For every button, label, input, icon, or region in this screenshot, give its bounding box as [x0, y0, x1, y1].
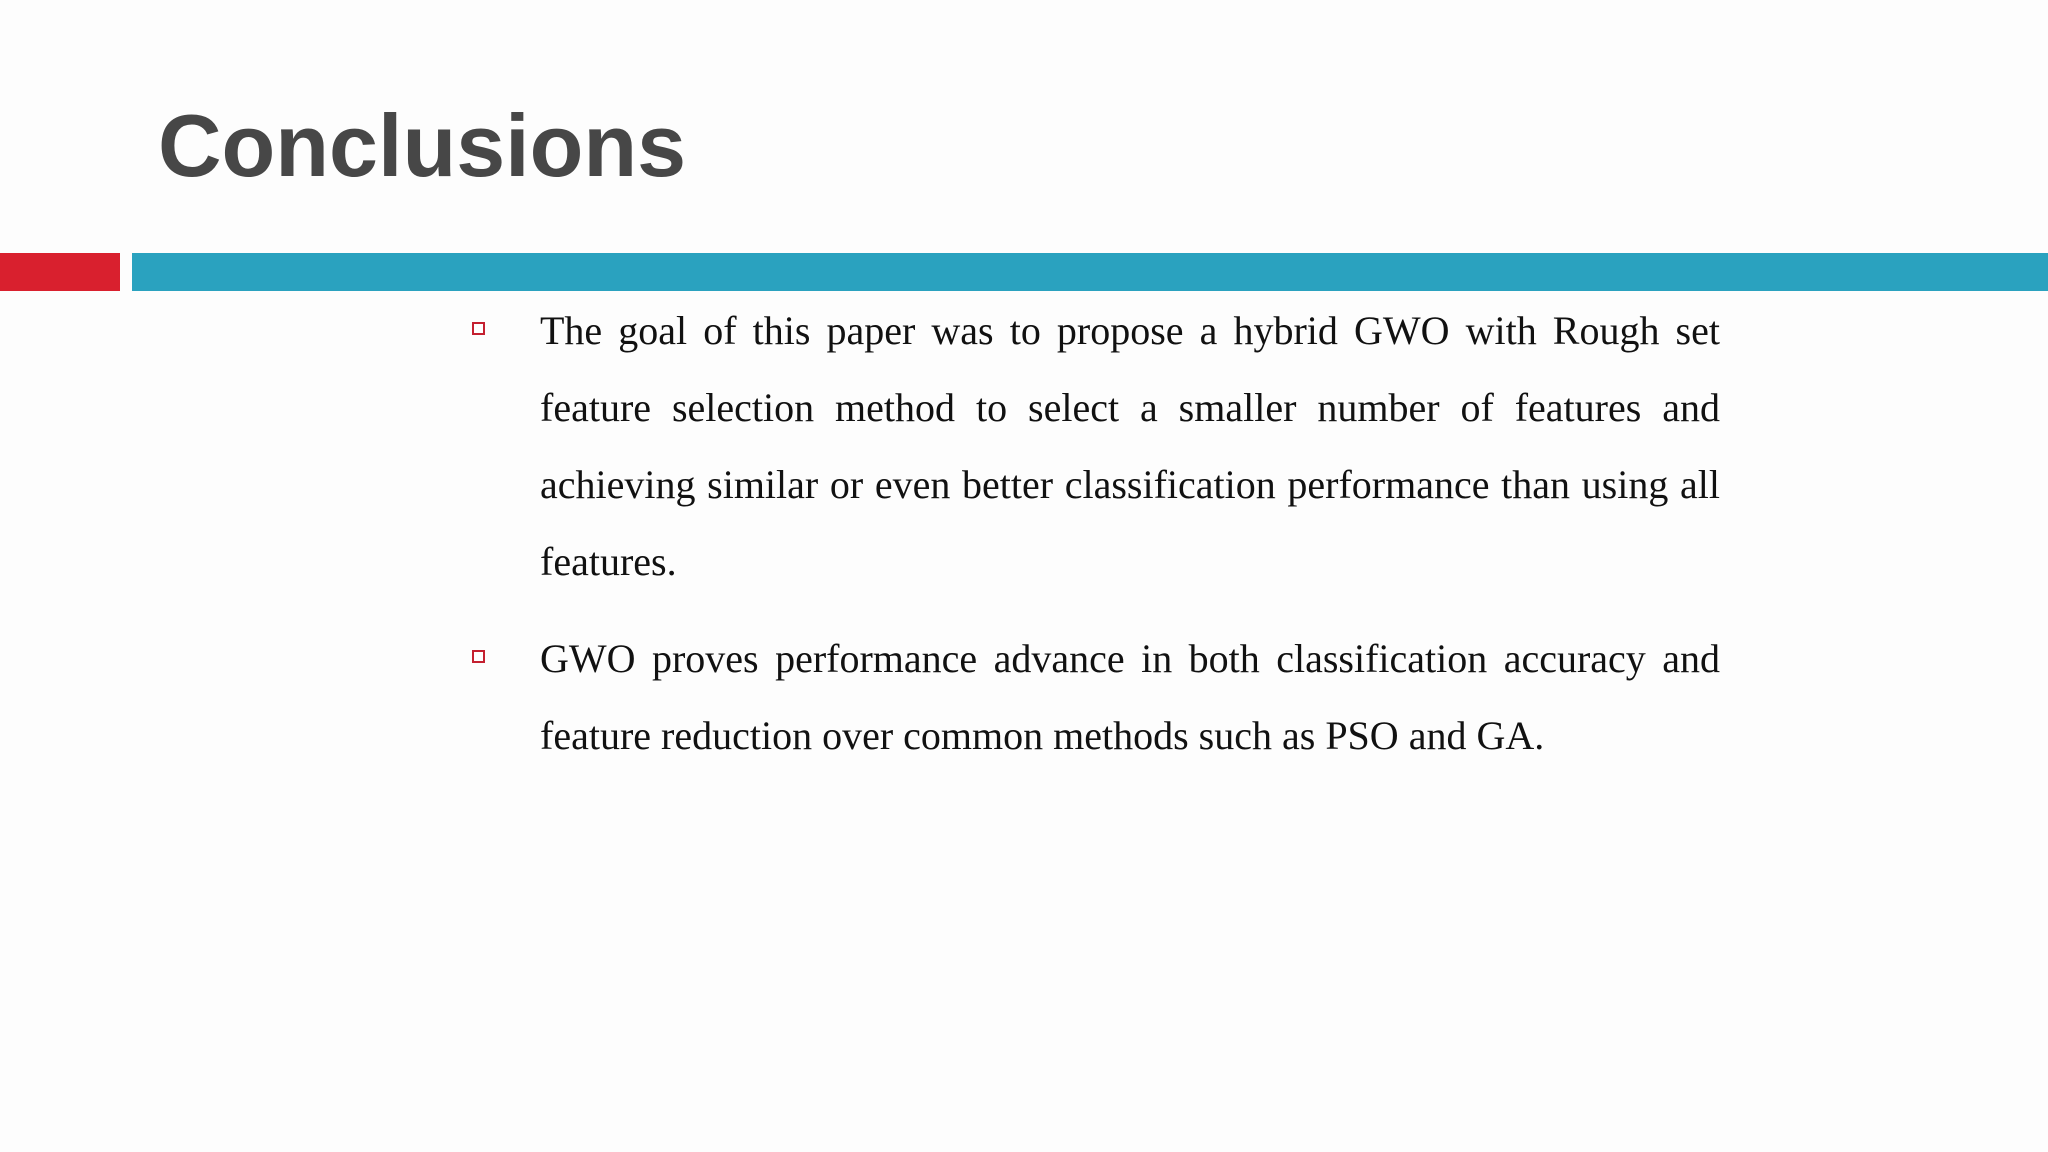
bullet-text: GWO proves performance advance in both classification accuracy and feature reduction over common methods such as PSO and GA.: [540, 636, 1720, 758]
square-bullet-icon: [472, 322, 485, 335]
bullet-text: The goal of this paper was to propose a hybrid GWO with Rough set feature selection method to select a smaller number of features and achieving similar or even better classification performance than using all features.: [540, 308, 1720, 584]
accent-bar-red: [0, 253, 120, 291]
bullet-item: [470, 620, 1720, 774]
bullet-item: [470, 292, 1720, 600]
bullet-list: [470, 292, 1720, 794]
slide-title: Conclusions: [158, 96, 687, 195]
square-bullet-icon: [472, 650, 485, 663]
accent-bar-teal: [132, 253, 2048, 291]
